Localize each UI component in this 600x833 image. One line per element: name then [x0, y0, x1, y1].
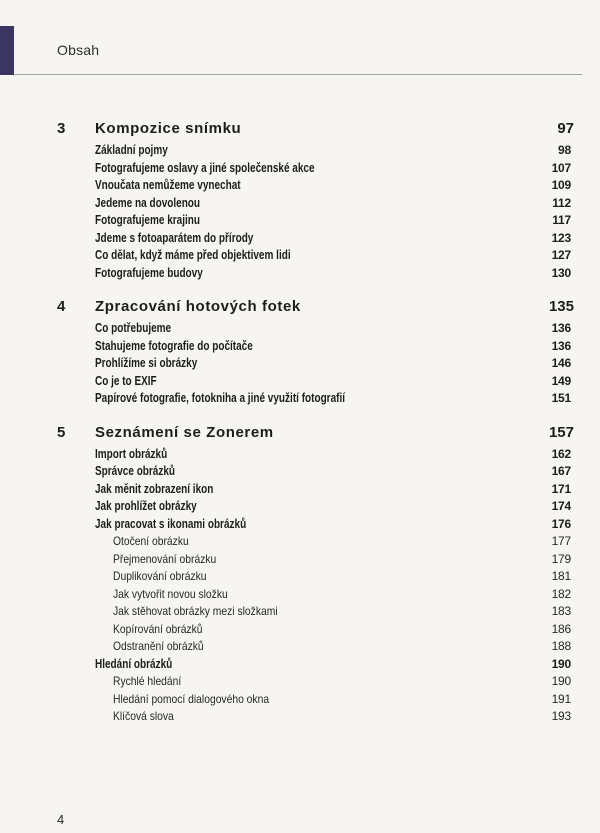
toc-entry-title: Fotografujeme budovy	[95, 265, 203, 280]
toc-entry-page: 109	[551, 178, 571, 192]
toc-entry-page: 176	[551, 516, 571, 531]
chapter-heading	[57, 119, 574, 142]
chapter-number: 5	[57, 423, 66, 441]
toc-subentry-page: 177	[551, 534, 571, 548]
toc-subentry-title: Otočení obrázku	[113, 534, 189, 548]
toc-subentry	[57, 638, 571, 656]
toc-entry-page: 162	[551, 446, 571, 461]
toc-entry	[57, 481, 571, 499]
toc-entry-page: 136	[551, 338, 571, 353]
toc-entry-page: 117	[552, 213, 571, 227]
toc-entry-title: Jak prohlížet obrázky	[95, 499, 197, 513]
toc-subentry-page: 182	[551, 586, 571, 601]
toc-subentry-page: 186	[551, 621, 571, 636]
toc-entry-title: Jdeme s fotoaparátem do přírody	[95, 230, 254, 245]
toc-entry	[57, 446, 571, 464]
accent-bar	[0, 26, 14, 75]
toc-entry	[57, 320, 571, 338]
toc-subentry-title: Odstranění obrázků	[113, 639, 204, 653]
toc-subentry-title: Klíčová slova	[113, 709, 174, 723]
toc-entry-title: Fotografujeme oslavy a jiné společenské akce	[95, 160, 315, 175]
page-header-title: Obsah	[57, 42, 100, 58]
toc-entry-title: Co je to EXIF	[95, 373, 157, 388]
toc-subentry-title: Hledání pomocí dialogového okna	[113, 691, 270, 706]
toc-subentry	[57, 691, 571, 709]
table-of-contents	[57, 119, 574, 741]
toc-subentry-page: 193	[551, 709, 571, 723]
toc-subentry-title: Přejmenování obrázku	[113, 551, 217, 566]
toc-entry-title: Stahujeme fotografie do počítače	[95, 338, 253, 353]
toc-subentry-page: 190	[551, 674, 571, 688]
toc-entry-title: Import obrázků	[95, 446, 168, 461]
toc-subentry-page: 181	[551, 569, 571, 583]
toc-entry-title: Jak pracovat s ikonami obrázků	[95, 516, 247, 531]
chapter-block	[57, 119, 574, 282]
toc-subentry-title: Duplikování obrázku	[113, 569, 207, 583]
toc-subentry-page: 191	[551, 691, 571, 706]
toc-entry-page: 190	[551, 656, 571, 671]
toc-entry	[57, 463, 571, 481]
toc-subentry-page: 188	[551, 639, 571, 653]
toc-entry-page: 136	[551, 321, 571, 335]
toc-entry-title: Co dělat, když máme před objektivem lidi	[95, 248, 291, 262]
toc-entry	[57, 390, 571, 408]
header-divider	[14, 74, 582, 75]
toc-entry-page: 171	[551, 481, 571, 496]
chapter-heading	[57, 297, 574, 320]
toc-entry-title: Fotografujeme krajinu	[95, 213, 201, 227]
chapter-page-number: 135	[548, 298, 574, 315]
toc-subentry	[57, 673, 571, 691]
toc-entry-page: 98	[558, 143, 571, 157]
toc-entry-page: 123	[551, 230, 571, 245]
chapter-title: Kompozice snímku	[95, 120, 242, 137]
toc-subentry-title: Jak stěhovat obrázky mezi složkami	[113, 604, 278, 618]
toc-subentry-title: Rychlé hledání	[113, 674, 182, 688]
toc-subentry	[57, 568, 571, 586]
chapter-block	[57, 297, 574, 408]
toc-subentry	[57, 621, 571, 639]
toc-entry-title: Co potřebujeme	[95, 321, 172, 335]
chapter-page-number: 157	[548, 423, 574, 441]
toc-entry-title: Vnoučata nemůžeme vynechat	[95, 178, 241, 192]
toc-entry-page: 107	[551, 160, 571, 175]
chapter-number: 3	[57, 120, 66, 137]
toc-entry	[57, 516, 571, 534]
toc-entry	[57, 656, 571, 674]
chapter-title: Zpracování hotových fotek	[95, 298, 301, 315]
toc-entry-title: Jedeme na dovolenou	[95, 195, 201, 210]
toc-entry	[57, 177, 571, 195]
toc-subentry-page: 183	[551, 604, 571, 618]
toc-entry	[57, 230, 571, 248]
toc-entry-page: 130	[551, 265, 571, 280]
toc-entry	[57, 212, 571, 230]
toc-entry	[57, 247, 571, 265]
toc-entry	[57, 265, 571, 283]
toc-entry-page: 151	[551, 391, 571, 405]
toc-entry-page: 112	[552, 195, 571, 210]
toc-entry	[57, 373, 571, 391]
toc-subentry-title: Jak vytvořit novou složku	[113, 586, 228, 601]
toc-entry-title: Papírové fotografie, fotokniha a jiné využití fotografií	[95, 391, 346, 405]
toc-entry-page: 127	[551, 248, 571, 262]
toc-subentry-page: 179	[551, 551, 571, 566]
chapter-heading	[57, 423, 574, 446]
toc-entry-page: 174	[551, 499, 571, 513]
chapter-number: 4	[57, 298, 66, 315]
toc-subentry	[57, 603, 571, 621]
toc-entry	[57, 498, 571, 516]
toc-entry-page: 149	[551, 373, 571, 388]
chapter-title: Seznámení se Zonerem	[95, 423, 274, 441]
toc-entry	[57, 195, 571, 213]
toc-subentry	[57, 586, 571, 604]
toc-subentry	[57, 551, 571, 569]
toc-entry-page: 167	[551, 464, 571, 478]
toc-entry-title: Hledání obrázků	[95, 656, 173, 671]
toc-entry	[57, 160, 571, 178]
toc-entry-page: 146	[551, 356, 571, 370]
toc-entry	[57, 142, 571, 160]
toc-entry-title: Základní pojmy	[95, 143, 168, 157]
toc-subentry	[57, 708, 571, 726]
toc-entry-title: Správce obrázků	[95, 464, 176, 478]
toc-subentry	[57, 533, 571, 551]
toc-entry-title: Prohlížíme si obrázky	[95, 356, 198, 370]
toc-entry-title: Jak měnit zobrazení ikon	[95, 481, 214, 496]
toc-entry	[57, 338, 571, 356]
toc-entry	[57, 355, 571, 373]
toc-subentry-title: Kopírování obrázků	[113, 621, 203, 636]
chapter-page-number: 97	[557, 120, 574, 137]
chapter-block	[57, 423, 574, 726]
page-number: 4	[57, 812, 65, 827]
